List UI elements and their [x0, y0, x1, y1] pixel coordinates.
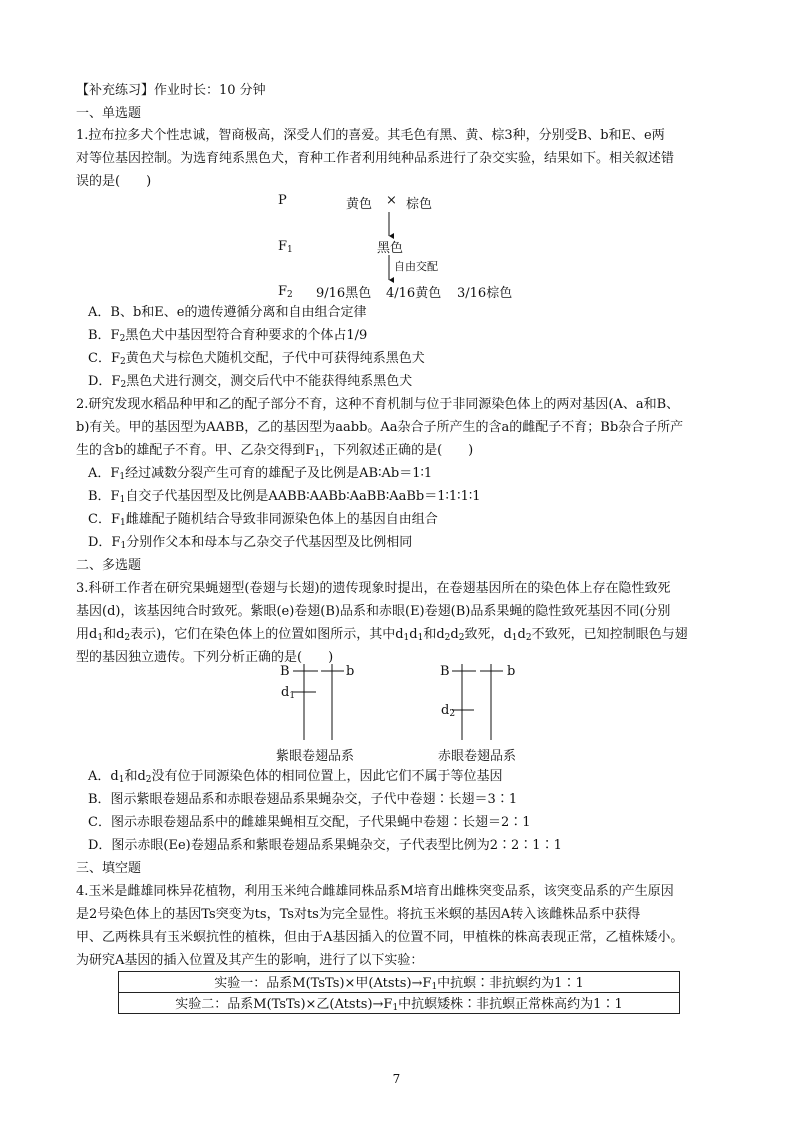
q2-option-c: C．$F_1$雌雄配子随机结合导致非同源染色体上的基因自由组合	[88, 512, 438, 528]
cross-p-label: P	[278, 193, 287, 208]
fig-left-gene-d1: $d_1$	[281, 685, 296, 701]
q3-option-b: B．图示紫眼卷翅品系和赤眼卷翅品系果蝇杂交，子代中卷翅∶长翅＝3∶1	[88, 792, 518, 807]
q3-stem-line2: 基因(d)，该基因纯合时致死。紫眼(e)卷翅(B)品系和赤眼(E)卷翅(B)品系果蝇的隐性致死基因不同(分别	[76, 604, 671, 619]
q1-option-c: C．$F_2$黄色犬与棕色犬随机交配，子代中可获得纯系黑色犬	[88, 351, 425, 367]
q1-option-d: D．$F_2$黑色犬进行测交，测交后代中不能获得纯系黑色犬	[88, 374, 413, 390]
chromosome-pair-left	[293, 664, 344, 740]
cross-mating-label: 自由交配	[394, 260, 438, 273]
cross-p-left: 黄色	[346, 197, 373, 212]
cross-f1-label: $F_1$	[278, 239, 293, 255]
fig-right-gene-d2: $d_2$	[441, 703, 456, 719]
q4-stem-line1: 4.玉米是雌雄同株异花植物，利用玉米纯合雌雄同株品系M培育出雌株突变品系，该突变品系的产生原因	[76, 884, 674, 899]
q2-stem-line1: 2.研究发现水稻品种甲和乙的配子部分不育，这种不育机制与位于非同源染色体上的两对基因(A、a和B、	[76, 397, 680, 412]
section-multi-choice: 二、多选题	[76, 558, 142, 573]
q2-option-d: D．$F_1$分别作父本和母本与乙杂交子代基因型及比例相同	[88, 535, 413, 551]
chromosome-pair-right	[452, 664, 503, 740]
section-fill-in: 三、填空题	[76, 861, 142, 876]
experiment-1-cell: 实验一：品系M(TsTs)×甲$(Atsts)\to F_1$中抗螟∶非抗螟约为1∶1	[119, 972, 680, 993]
q2-stem-line2: b)有关。甲的基因型为AABB，乙的基因型为aabb。Aa杂合子所产生的含a的雌配子不育；Bb杂合子所产	[76, 420, 684, 435]
page-number: 7	[392, 1072, 401, 1086]
cross-f2-brown: 3/16棕色	[457, 286, 513, 301]
cross-f1-value: 黑色	[377, 241, 404, 256]
q2-option-a: A．$F_1$经过减数分裂产生可育的雄配子及比例是AB∶Ab＝1∶1	[88, 466, 433, 482]
q3-option-c: C．图示赤眼卷翅品系中的雌雄果蝇相互交配，子代果蝇中卷翅∶长翅＝2∶1	[88, 815, 531, 830]
q1-stem-line3: 误的是( )	[76, 174, 152, 189]
cross-sign: ×	[386, 193, 397, 208]
q3-stem-line1: 3.科研工作者在研究果蝇翅型(卷翅与长翅)的遗传现象时提出，在卷翅基因所在的染色体上存在隐性致死	[76, 581, 671, 596]
q1-stem-line2: 对等位基因控制。为选育纯系黑色犬，育种工作者利用纯种品系进行了杂交实验，结果如下。相关叙述错	[76, 151, 675, 166]
q3-stem-line3: 用$d_1$和$d_2$表示)，它们在染色体上的位置如图所示，其中$d_1d_1$和$d_2d_2$致死，$d_1d_2$不致死，已知控制眼色与翅	[76, 627, 688, 643]
fig-left-caption: 紫眼卷翅品系	[276, 749, 355, 764]
q1-option-a: A．B、b和E、e的遗传遵循分离和自由组合定律	[88, 305, 367, 320]
fig-right-gene-B: B	[440, 664, 450, 679]
q4-stem-line2: 是2号染色体上的基因Ts突变为ts，Ts对ts为完全显性。将抗玉米螟的基因A转入该雌株品系中获得	[76, 907, 641, 922]
q1-stem-line1: 1.拉布拉多犬个性忠诚，智商极高，深受人们的喜爱。其毛色有黑、黄、棕3种，分别受B、b和E、e两	[76, 128, 665, 143]
cross-f2-black: 9/16黑色	[316, 286, 372, 301]
fig-right-caption: 赤眼卷翅品系	[438, 749, 517, 764]
cross-f2-label: $F_2$	[278, 284, 293, 300]
cross-f2-yellow: 4/16黄色	[386, 286, 442, 301]
q3-stem-line4: 型的基因独立遗传。下列分析正确的是( )	[76, 650, 334, 665]
q3-option-d: D．图示赤眼(Ee)卷翅品系和紫眼卷翅品系果蝇杂交，子代表型比例为2∶2∶1∶1	[88, 838, 562, 853]
q1-option-b: B．$F_2$黑色犬中基因型符合育种要求的个体占1/9	[88, 328, 368, 344]
q4-stem-line3: 甲、乙两株具有玉米螟抗性的植株，但由于A基因插入的位置不同，甲植株的株高表现正常，乙植株矮小。	[76, 930, 684, 945]
section-single-choice: 一、单选题	[76, 106, 142, 121]
q3-option-a: A．$d_1$和$d_2$没有位于同源染色体的相同位置上，因此它们不属于等位基因	[88, 769, 503, 785]
q2-option-b: B．$F_1$自交子代基因型及比例是AABB∶AABb∶AaBB∶AaBb＝1∶1∶1∶1	[88, 489, 481, 505]
fig-right-gene-b: b	[507, 664, 516, 679]
q2-stem-line3: 生的含b的雄配子不育。甲、乙杂交得到$F_1$，下列叙述正确的是( )	[76, 443, 474, 459]
practice-header: 【补充练习】作业时长：10 分钟	[76, 83, 266, 98]
fig-left-gene-B: B	[280, 664, 290, 679]
cross-p-right: 棕色	[406, 197, 433, 212]
experiment-2-cell: 实验二：品系M(TsTs)×乙$(Atsts)\to F_1$中抗螟矮株∶非抗螟正常株高约为1∶1	[119, 993, 680, 1014]
q4-stem-line4: 为研究A基因的插入位置及其产生的影响，进行了以下实验：	[76, 953, 424, 968]
fig-left-gene-b: b	[346, 664, 355, 679]
